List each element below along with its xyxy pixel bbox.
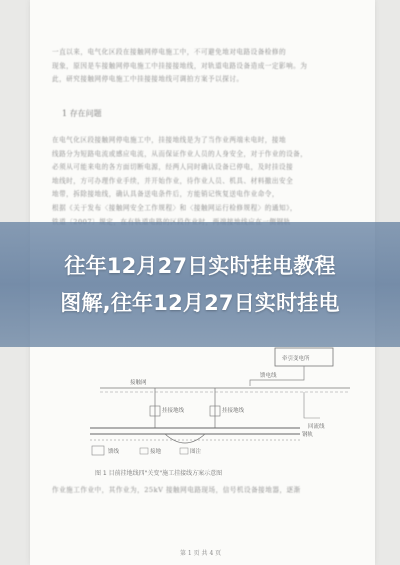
feeder-line [250, 366, 304, 386]
text-line: 线路分为短路电流或感应电流，从而保证作业人员的人身安全，对于作业的设备， [52, 149, 308, 158]
title-banner [0, 222, 400, 347]
return-line [304, 392, 320, 418]
feeder-box [92, 446, 104, 455]
return-label: 回流线 [308, 424, 325, 430]
legend-box-1 [140, 448, 148, 454]
station-label: 牵引变电所 [282, 356, 310, 362]
rail-label: 钢轨 [302, 432, 314, 438]
after-paragraph [52, 484, 352, 498]
ground-line-label-2: 挂接地线 [222, 408, 245, 414]
intro-paragraph [52, 46, 352, 87]
wiring-diagram [70, 340, 360, 470]
banner-title-line-2: 图解,往年12月27日实时挂电 [60, 290, 340, 315]
text-line: 必须从可能来电的各方面切断电源，经两人同时确认设备已停电，及时挂设接 [52, 163, 294, 172]
box-label: 馈线 [108, 449, 120, 455]
diagram-svg [70, 340, 360, 470]
banner-title-line-1: 往年12月27日实时挂电教程 [64, 253, 336, 278]
figure-caption: 图 1 目前挂地线四"关变"施工挂接线方案示意图 [95, 470, 223, 477]
text-line: 现象，原因是车接触网停电施工中挂接接地线，对轨道电路设备造成一定影响。为 [52, 61, 308, 70]
ground-line-label-1: 挂接地线 [162, 408, 185, 414]
text-line: 作业施工作业中，其作业为，25kV 接触网电路现场，信号机设备接地器，逐渐 [52, 486, 301, 494]
text-line: 此，研究接触网停电施工中挂接接地线可调拍方案予以探讨。 [52, 75, 244, 84]
text-line: 地带，拆除接地线，确认具备送电条件后，方能销记恢复送电作业命令， [52, 190, 279, 199]
section-title: 1 存在问题 [62, 109, 102, 118]
problem-paragraph [52, 134, 352, 229]
loop-shape [165, 434, 205, 443]
legend-label-1: 接地 [150, 449, 162, 455]
legend-box-2 [180, 448, 188, 454]
text-line: 根据《关于发布〈接触网安全工作规程〉和〈接触网运行检修规程〉的通知》， [52, 203, 297, 212]
text-line: 一直以来，电气化区段在接触网停电施工中，不可避免地对电路设备检修的 [52, 48, 287, 56]
feeder-label: 馈电线 [260, 373, 277, 379]
text-line: 地线时，方可办理作业手续，并开始作业，待作业人员、机具、材料撤出安全 [52, 176, 294, 185]
legend-label-2: 图注 [190, 449, 202, 455]
page-number: 第 1 页 共 4 页 [180, 550, 222, 557]
contact-net-label: 接触网 [130, 380, 147, 386]
text-line: 在电气化区段接触网停电施工中，挂接地线是为了当作业两端未电时，接地 [52, 136, 287, 144]
